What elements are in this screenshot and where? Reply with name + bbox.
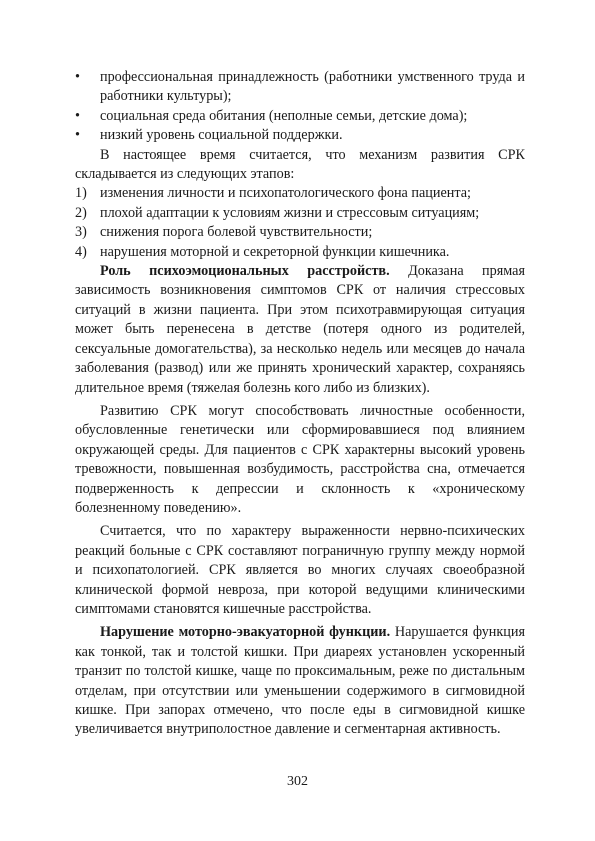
psycho-text: Доказана прямая зависимость возникновения симптомов СРК от наличия стрессовых ситуаций в жизни пациента. При этом психотравмирующая ситуация может быть перенесена в детстве (потеря одного из родителей, сексуальные домогательства), за несколько недель или месяцев до начала заболевания (развод) или же принять хронический характер, сохраняясь длительное время (тяжелая болезнь кого либо из близких). xyxy=(75,263,525,396)
stage-number: 4) xyxy=(75,243,87,260)
intro-paragraph: В настоящее время считается, что механизм развития СРК складывается из следующих этапов: xyxy=(75,146,525,183)
stage-text: изменения личности и психопатологического фона пациента; xyxy=(100,185,471,202)
bullet-item xyxy=(75,126,525,145)
stage-number: 1) xyxy=(75,185,87,202)
bullet-text: социальная среда обитания (неполные семьи, детские дома); xyxy=(100,107,468,124)
neuro-paragraph: Считается, что по характеру выраженности нервно-психических реакций больные с СРК составляют пограничную группу между нормой и психопатологией. СРК является во многих случаях своеобразной клинической формой невроза, при которой ведущими клиническими симптомами становятся кишечные расстройства. xyxy=(75,523,525,617)
stage-item xyxy=(75,243,525,262)
bullet-marker: • xyxy=(75,69,80,85)
stage-text: плохой адаптации к условиям жизни и стрессовым ситуациям; xyxy=(100,204,480,221)
stage-item xyxy=(75,204,525,223)
bullet-item xyxy=(75,107,525,126)
stage-text: снижения порога болевой чувствительности; xyxy=(100,224,373,241)
psycho-paragraph xyxy=(75,262,525,398)
bullet-item xyxy=(75,68,525,107)
page-number: 302 xyxy=(287,774,308,789)
stage-number: 2) xyxy=(75,204,87,221)
stage-number: 3) xyxy=(75,224,87,241)
motor-paragraph xyxy=(75,623,525,739)
stage-text: нарушения моторной и секреторной функции кишечника. xyxy=(100,243,450,260)
bullet-text: профессиональная принадлежность (работники умственного труда и работники культуры); xyxy=(100,69,525,105)
bullet-text: низкий уровень социальной поддержки. xyxy=(100,127,343,144)
bullet-marker: • xyxy=(75,127,80,144)
stage-item xyxy=(75,223,525,242)
bullet-marker: • xyxy=(75,107,80,124)
motor-text: Нарушается функция как тонкой, так и толстой кишки. При диареях установлен ускоренный транзит по толстой кишке, чаще по проксимальным, реже по дистальным отделам, при отсутствии или уменьшении содержимого в сигмовидной кишке. При запорах отмечено, что после еды в сигмовидной кишке увеличивается внутриполостное давление и сегментарная активность. xyxy=(75,624,525,738)
page-body xyxy=(75,68,525,740)
personality-paragraph: Развитию СРК могут способствовать личностные особенности, обусловленные генетически или сформировавшиеся под влиянием окружающей среды. Для пациентов с СРК характерны высокий уровень тревожности, повышенная возбудимость, расстройства сна, отмечается подверженность к депрессии и склонность к «хроническому болезненному поведению». xyxy=(75,402,525,516)
psycho-heading: Роль психоэмоциональных расстройств. xyxy=(100,263,390,280)
motor-heading: Нарушение моторно-эвакуаторной функции. xyxy=(100,624,391,641)
stage-item xyxy=(75,184,525,203)
